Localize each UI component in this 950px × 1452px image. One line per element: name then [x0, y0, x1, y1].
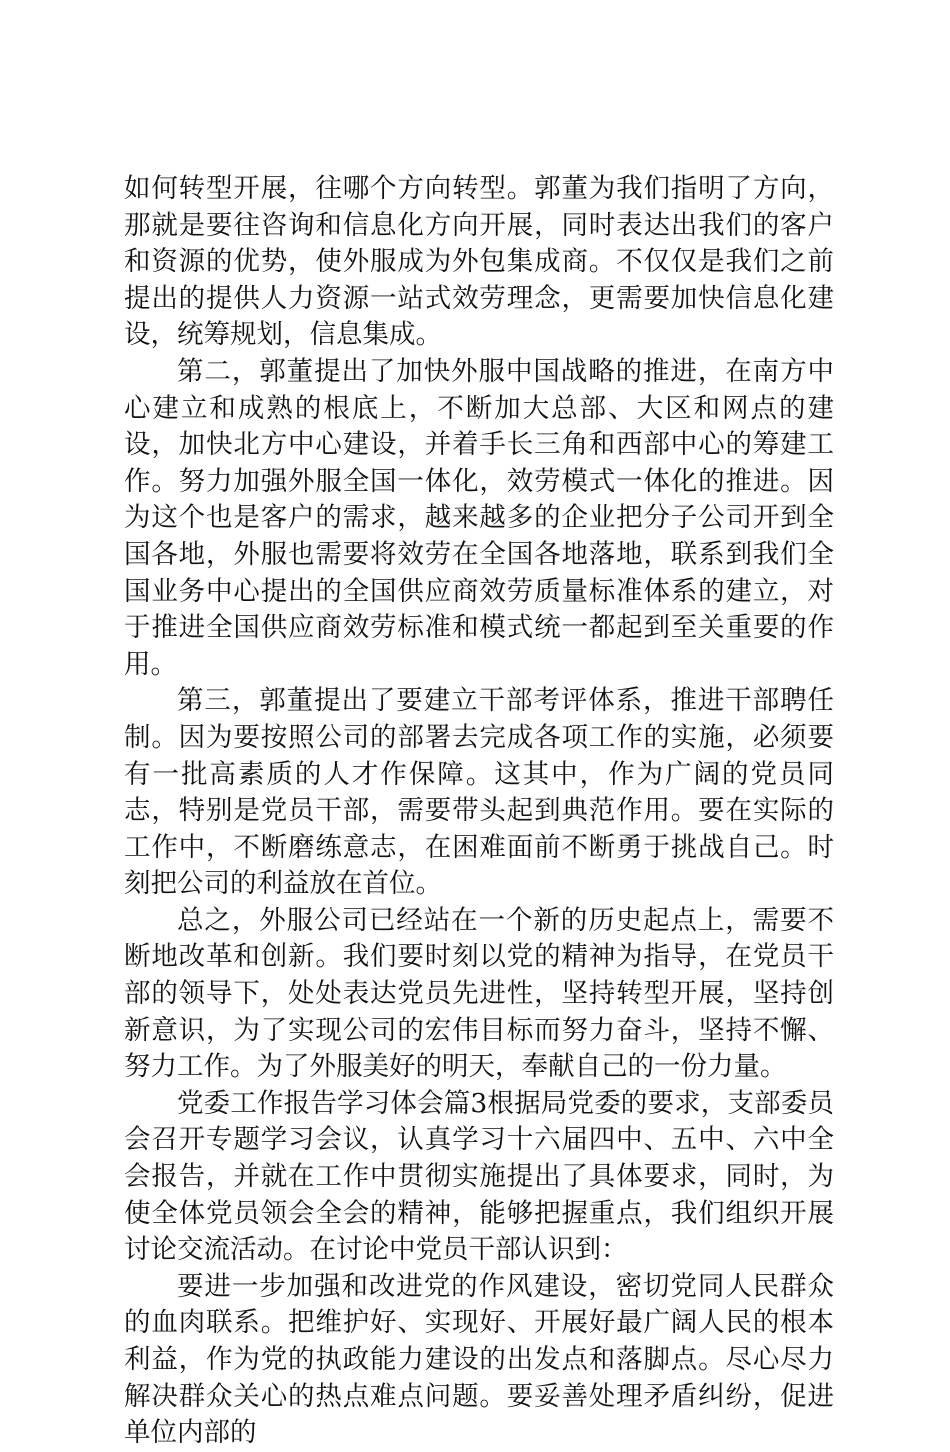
paragraph-continuation: 如何转型开展，往哪个方向转型。郭董为我们指明了方向，那就是要往咨询和信息化方向开展，同时表达出我们的客户和资源的优势，使外服成为外包集成商。不仅仅是我们之前提出的提供人力资源一站式效劳理念，更需要加快信息化建设，统筹规划，信息集成。 — [124, 173, 834, 351]
paragraph-work-style: 要进一步加强和改进党的作风建设，密切党同人民群众的血肉联系。把维护好、实现好、开展好最广阔人民的根本利益，作为党的执政能力建设的出发点和落脚点。尽心尽力解决群众关心的热点难点问题。要妥善处理矛盾纠纷，促进单位内部的 — [124, 1270, 834, 1449]
paragraph-third-point: 第三，郭董提出了要建立干部考评体系，推进干部聘任制。因为要按照公司的部署去完成各项工作的实施，必须要有一批高素质的人才作保障。这其中，作为广阔的党员同志，特别是党员干部，需要带头起到典范作用。要在实际的工作中，不断磨练意志，在困难面前不断勇于挑战自己。时刻把公司的利益放在首位。 — [124, 685, 834, 900]
paragraph-report-3-intro: 党委工作报告学习体会篇3根据局党委的要求，支部委员会召开专题学习会议，认真学习十六届四中、五中、六中全会报告，并就在工作中贯彻实施提出了具体要求，同时，为使全体党员领会全会的精神，能够把握重点，我们组织开展讨论交流活动。在讨论中党员干部认识到： — [124, 1087, 834, 1266]
body-text — [124, 171, 834, 1452]
paragraph-second-point: 第二，郭董提出了加快外服中国战略的推进，在南方中心建立和成熟的根底上，不断加大总部、大区和网点的建设，加快北方中心建设，并着手长三角和西部中心的筹建工作。努力加强外服全国一体化，效劳模式一体化的推进。因为这个也是客户的需求，越来越多的企业把分子公司开到全国各地，外服也需要将效劳在全国各地落地，联系到我们全国业务中心提出的全国供应商效劳质量标准体系的建立，对于推进全国供应商效劳标准和模式统一都起到至关重要的作用。 — [124, 355, 834, 680]
paragraph-summary: 总之，外服公司已经站在一个新的历史起点上，需要不断地改革和创新。我们要时刻以党的精神为指导，在党员干部的领导下，处处表达党员先进性，坚持转型开展，坚持创新意识，为了实现公司的宏伟目标而努力奋斗，坚持不懈、努力工作。为了外服美好的明天，奉献自己的一份力量。 — [124, 904, 834, 1083]
